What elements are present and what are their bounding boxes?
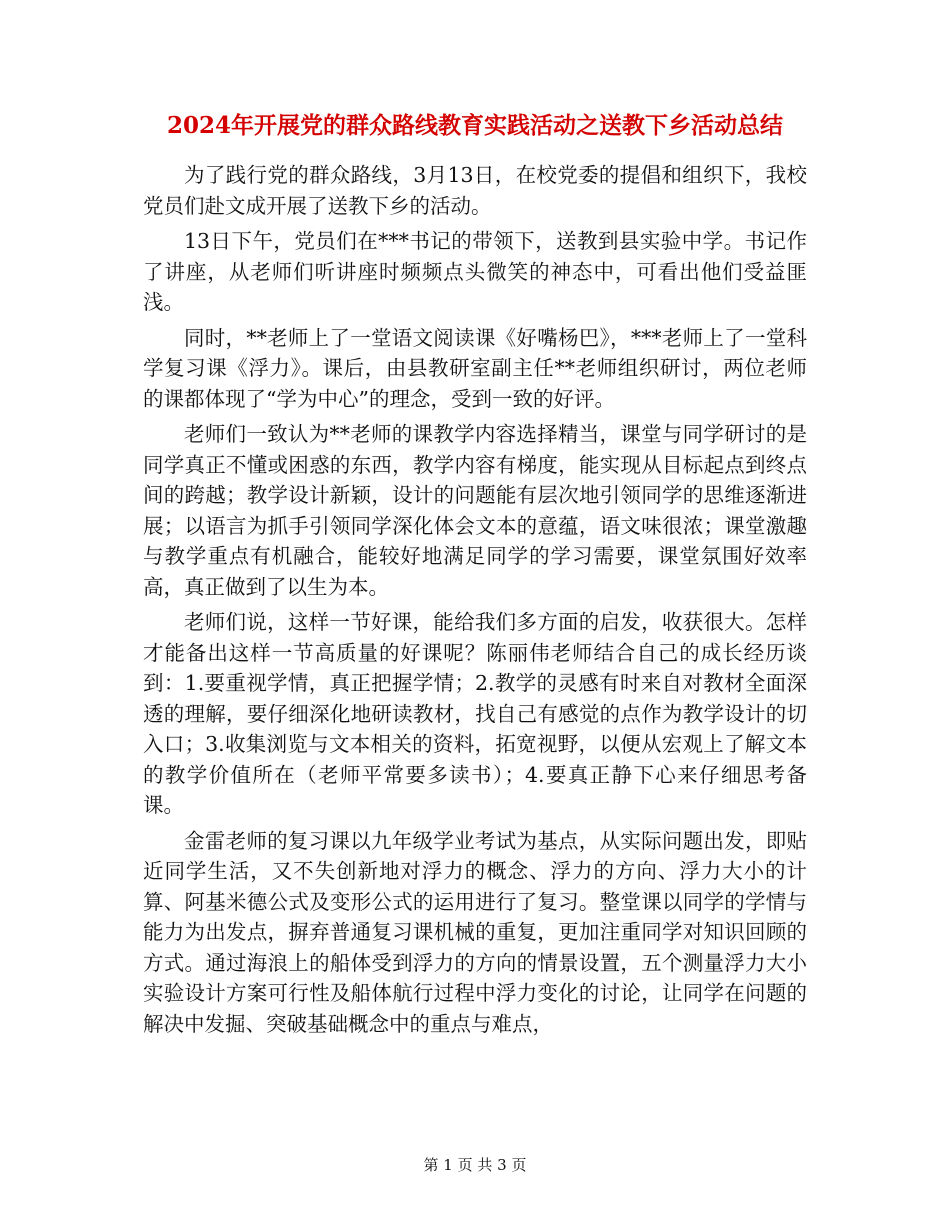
page-footer: 第 1 页 共 3 页 <box>423 1156 527 1174</box>
paragraph: 金雷老师的复习课以九年级学业考试为基点，从实际问题出发，即贴近同学生活，又不失创新地对浮力的概念、浮力的方向、浮力大小的计算、阿基米德公式及变形公式的运用进行了复习。整堂课以同学的学情与能力为出发点，摒弃普通复习课机械的重复，更加注重同学对知识回顾的方式。通过海浪上的船体受到浮力的方向的情景设置，五个测量浮力大小实验设计方案可行性及船体航行过程中浮力变化的讨论，让同学在问题的解决中发掘、突破基础概念中的重点与难点， <box>143 828 807 1036</box>
paragraph: 老师们说，这样一节好课，能给我们多方面的启发，收获很大。怎样才能备出这样一节高质量的好课呢？陈丽伟老师结合自己的成长经历谈到：1.要重视学情，真正把握学情；2.教学的灵感有时来自对教材全面深透的理解，要仔细深化地研读教材，找自己有感觉的点作为教学设计的切入口；3.收集浏览与文本相关的资料，拓宽视野，以便从宏观上了解文本的教学价值所在（老师平常要多读书）；4.要真正静下心来仔细思考备课。 <box>143 610 807 817</box>
document-title: 2024年开展党的群众路线教育实践活动之送教下乡活动总结 <box>166 112 783 139</box>
paragraph: 老师们一致认为**老师的课教学内容选择精当，课堂与同学研讨的是同学真正不懂或困惑的东西，教学内容有梯度，能实现从目标起点到终点间的跨越；教学设计新颖，设计的问题能有层次地引领同学的思维逐渐进展；以语言为抓手引领同学深化体会文本的意蕴，语文味很浓；课堂激趣与教学重点有机融合，能较好地满足同学的学习需要，课堂氛围好效率高，真正做到了以生为本。 <box>143 422 807 599</box>
paragraph: 同时，**老师上了一堂语文阅读课《好嘴杨巴》，***老师上了一堂科学复习课《浮力》。课后，由县教研室副主任**老师组织研讨，两位老师的课都体现了“学为中心”的理念，受到一致的好评。 <box>143 325 807 411</box>
paragraph: 13日下午，党员们在***书记的带领下，送教到县实验中学。书记作了讲座，从老师们听讲座时频频点头微笑的神态中，可看出他们受益匪浅。 <box>143 229 807 314</box>
paragraph: 为了践行党的群众路线，3月13日，在校党委的提倡和组织下，我校党员们赴文成开展了送教下乡的活动。 <box>143 163 807 218</box>
document-body <box>143 160 807 1044</box>
